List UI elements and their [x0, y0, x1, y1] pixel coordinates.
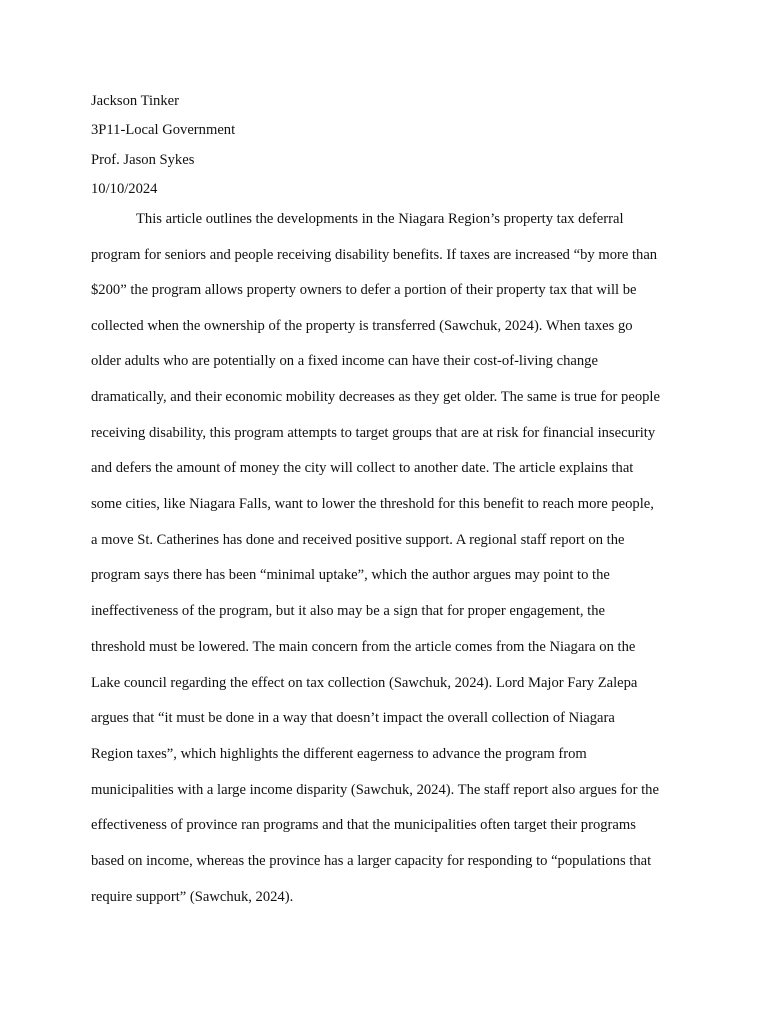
paragraph-line: effectiveness of province ran programs and that the municipalities often target their programs	[91, 817, 636, 833]
paragraph-line: require support” (Sawchuk, 2024).	[91, 889, 294, 905]
paragraph-line: argues that “it must be done in a way that doesn’t impact the overall collection of Niagara	[91, 710, 615, 726]
paragraph-line: program for seniors and people receiving disability benefits. If taxes are increased “by more than	[91, 247, 658, 263]
paragraph-line: program says there has been “minimal uptake”, which the author argues may point to the	[91, 567, 610, 583]
paragraph-line: receiving disability, this program attempts to target groups that are at risk for financial insecurity	[91, 425, 656, 441]
paragraph-line: threshold must be lowered. The main concern from the article comes from the Niagara on the	[91, 639, 636, 655]
paragraph-line: some cities, like Niagara Falls, want to lower the threshold for this benefit to reach more people,	[91, 496, 654, 512]
paragraph-line: $200” the program allows property owners to defer a portion of their property tax that will be	[91, 282, 637, 298]
submission-date: 10/10/2024	[91, 181, 158, 197]
author-name: Jackson Tinker	[91, 93, 179, 109]
paragraph-line: ineffectiveness of the program, but it also may be a sign that for proper engagement, the	[91, 603, 605, 619]
paragraph-line: based on income, whereas the province has a larger capacity for responding to “populations that	[91, 853, 652, 869]
paragraph-line: Region taxes”, which highlights the different eagerness to advance the program from	[91, 746, 587, 762]
paragraph-line: dramatically, and their economic mobility decreases as they get older. The same is true for people	[91, 389, 660, 405]
professor-name: Prof. Jason Sykes	[91, 152, 195, 168]
paragraph-line: and defers the amount of money the city will collect to another date. The article explains that	[91, 460, 634, 476]
paragraph-line: municipalities with a large income disparity (Sawchuk, 2024). The staff report also argues for the	[91, 782, 659, 798]
paragraph-line: collected when the ownership of the property is transferred (Sawchuk, 2024). When taxes go	[91, 318, 633, 334]
course-name: 3P11-Local Government	[91, 122, 236, 138]
paragraph-line: older adults who are potentially on a fixed income can have their cost-of-living change	[91, 353, 598, 369]
paragraph-line: This article outlines the developments in the Niagara Region’s property tax deferral	[136, 211, 624, 227]
paragraph-line: a move St. Catherines has done and received positive support. A regional staff report on the	[91, 532, 625, 548]
paragraph-line: Lake council regarding the effect on tax collection (Sawchuk, 2024). Lord Major Fary Zalepa	[91, 675, 638, 691]
